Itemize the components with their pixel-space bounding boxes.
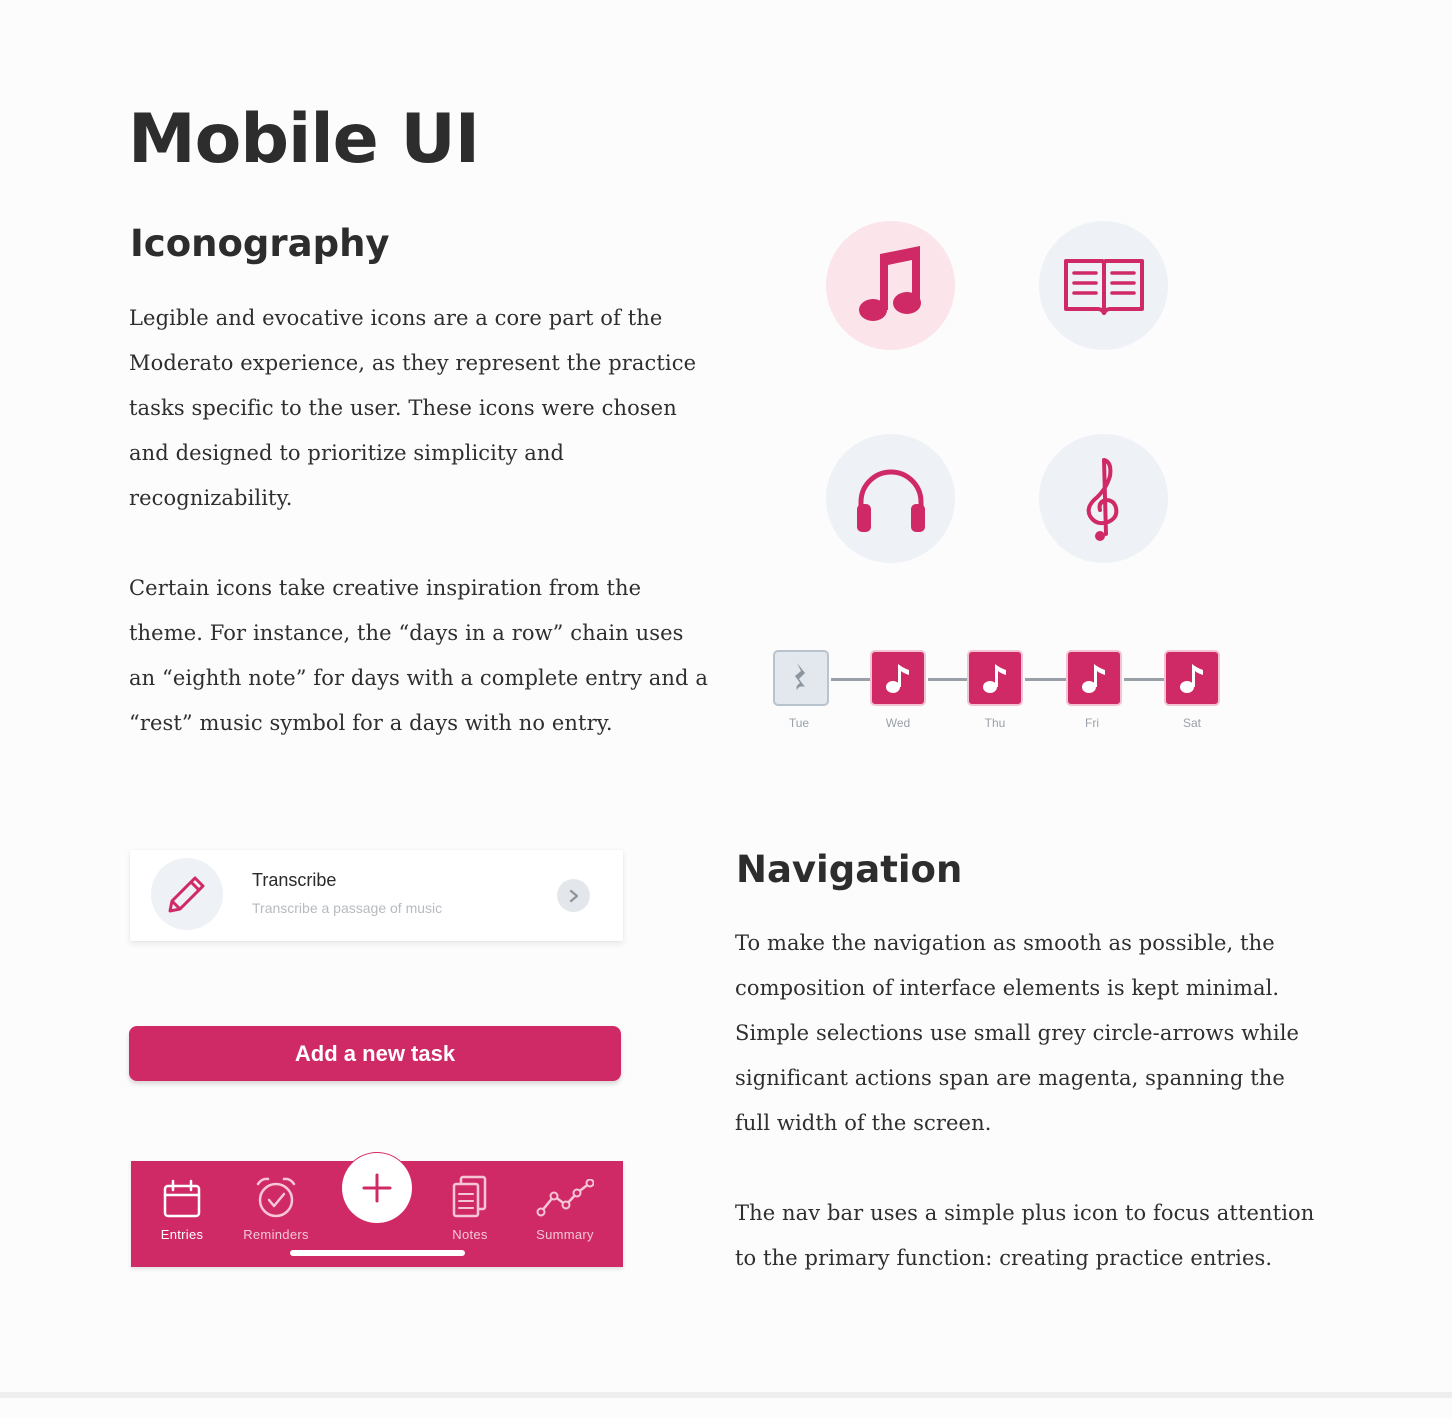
page-title: Mobile UI xyxy=(128,100,479,179)
day-complete-box xyxy=(1164,650,1220,706)
paragraph-line: Moderato experience, as they represent the practice xyxy=(129,351,697,375)
music-note-icon xyxy=(856,246,926,326)
paragraph-line: composition of interface elements is kept minimal. xyxy=(735,976,1280,1000)
paragraph-line: recognizability. xyxy=(129,486,293,510)
nav-label: Notes xyxy=(452,1227,488,1242)
day-complete-box xyxy=(1066,650,1122,706)
navigation-paragraph-2 xyxy=(735,1191,1355,1281)
nav-item-entries[interactable] xyxy=(137,1179,227,1242)
new-entry-button[interactable] xyxy=(342,1153,412,1223)
paragraph-line: tasks specific to the user. These icons were chosen xyxy=(129,396,677,420)
bottom-nav-bar xyxy=(131,1161,623,1267)
navigation-heading: Navigation xyxy=(736,848,963,891)
day-label: Sat xyxy=(1182,716,1201,730)
paragraph-line: The nav bar uses a simple plus icon to focus attention xyxy=(735,1201,1315,1225)
add-task-button[interactable]: Add a new task xyxy=(129,1026,621,1081)
day-label: Fri xyxy=(1085,716,1099,730)
paragraph-line: to the primary function: creating practice entries. xyxy=(735,1246,1273,1270)
task-icon-circle xyxy=(151,858,223,930)
task-subtitle: Transcribe a passage of music xyxy=(252,900,443,916)
day-label: Wed xyxy=(885,716,911,730)
notes-icon xyxy=(450,1175,490,1219)
treble-clef-icon xyxy=(1082,454,1126,544)
rest-icon xyxy=(791,661,811,695)
pencil-icon xyxy=(167,874,207,914)
paragraph-line: an “eighth note” for days with a complete entry and a xyxy=(129,666,708,690)
iconography-paragraph-1 xyxy=(129,296,729,521)
paragraph-line: full width of the screen. xyxy=(735,1111,992,1135)
day-label: Thu xyxy=(984,716,1006,730)
line-chart-icon xyxy=(536,1179,594,1219)
headphones-icon-circle xyxy=(826,434,955,563)
calendar-icon xyxy=(162,1179,202,1219)
chevron-right-icon[interactable] xyxy=(557,879,590,912)
chain-connector xyxy=(1025,678,1067,681)
task-card-transcribe[interactable] xyxy=(130,850,623,941)
nav-label: Summary xyxy=(536,1227,594,1242)
eighth-note-icon xyxy=(982,662,1008,694)
eighth-note-icon xyxy=(1081,662,1107,694)
headphones-icon xyxy=(853,464,929,534)
eighth-note-icon xyxy=(885,662,911,694)
home-indicator xyxy=(290,1250,465,1256)
paragraph-line: theme. For instance, the “days in a row” chain uses xyxy=(129,621,684,645)
paragraph-line: To make the navigation as smooth as possible, the xyxy=(735,931,1275,955)
day-label: Tue xyxy=(788,716,810,730)
day-complete-box xyxy=(967,650,1023,706)
nav-label: Reminders xyxy=(243,1227,309,1242)
music-note-icon-circle xyxy=(826,221,955,350)
plus-icon xyxy=(362,1173,392,1203)
task-title: Transcribe xyxy=(252,870,337,890)
day-rest-box xyxy=(773,650,829,706)
eighth-note-icon xyxy=(1179,662,1205,694)
bottom-divider xyxy=(0,1392,1452,1398)
paragraph-line: and designed to prioritize simplicity and xyxy=(129,441,565,465)
chain-connector xyxy=(831,678,871,681)
nav-item-summary[interactable] xyxy=(520,1179,610,1242)
paragraph-line: Certain icons take creative inspiration from the xyxy=(129,576,642,600)
chain-connector xyxy=(1124,678,1166,681)
nav-item-notes[interactable] xyxy=(425,1175,515,1242)
paragraph-line: Simple selections use small grey circle-arrows while xyxy=(735,1021,1300,1045)
navigation-paragraph-1 xyxy=(735,921,1355,1146)
open-book-icon xyxy=(1062,255,1146,317)
treble-clef-icon-circle xyxy=(1039,434,1168,563)
open-book-icon-circle xyxy=(1039,221,1168,350)
paragraph-line: significant actions span are magenta, spanning the xyxy=(735,1066,1285,1090)
paragraph-line: Legible and evocative icons are a core part of the xyxy=(129,306,663,330)
iconography-heading: Iconography xyxy=(130,222,390,265)
nav-item-reminders[interactable] xyxy=(231,1175,321,1242)
day-complete-box xyxy=(870,650,926,706)
chain-connector xyxy=(928,678,968,681)
iconography-paragraph-2 xyxy=(129,566,729,746)
alarm-clock-icon xyxy=(254,1175,298,1219)
nav-label: Entries xyxy=(160,1227,204,1242)
paragraph-line: “rest” music symbol for a days with no entry. xyxy=(129,711,613,735)
